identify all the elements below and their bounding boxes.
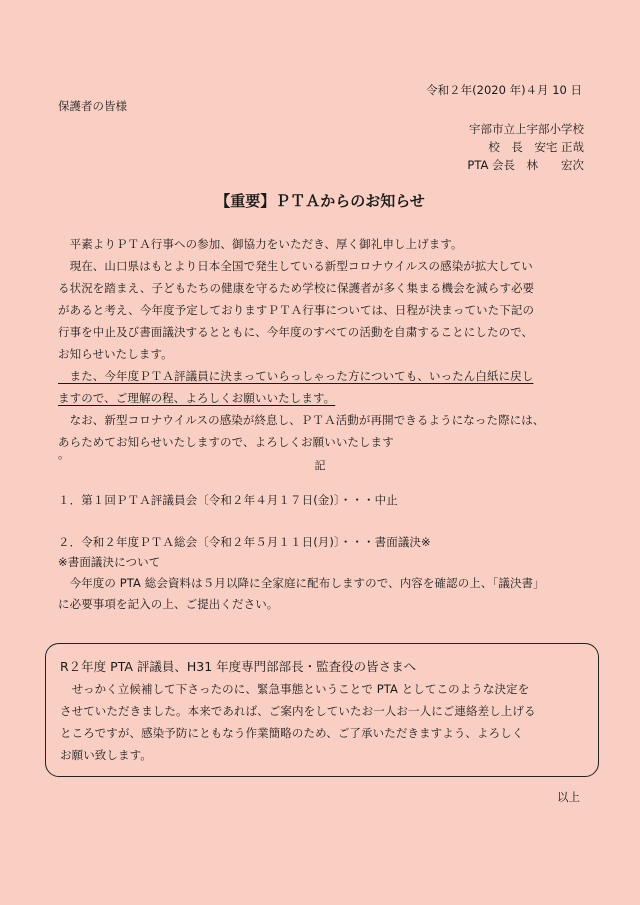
body-line: る状況を踏まえ、子どもたちの健康を守るため学校に保護者が多く集まる機会を減らす必要 [58,281,535,295]
body-line: 平素よりＰＴＡ行事への参加、御協力をいただき、厚く御礼申し上げます。 [58,237,463,251]
body-line: 。 [58,447,70,461]
closing-mark: 以上 [557,790,580,804]
body-line: お知らせいたします。 [58,347,173,361]
body-line-underlined: ますので、ご理解の程、よろしくお願いいたします。 [58,391,336,405]
document-title: 【重要】ＰＴＡからのお知らせ [215,192,425,210]
sender-pta-chair: PTA 会長 林 宏次 [467,158,584,172]
body-line: があると考え、今年度予定しておりますＰＴＡ行事については、日程が決まっていた下記の [58,303,535,317]
notice-box-title: R２年度 PTA 評議員、H31 年度専門部部長・監査役の皆さまへ [60,659,417,674]
body-line: なお、新型コロナウイルスの感染が終息し、ＰＴＡ活動が再開できるようになった際には、 [58,413,545,427]
sender-principal: 校 長 安宅 正哉 [488,140,584,154]
list-item: １．第１回ＰＴＡ評議員会〔令和２年４月１７日(金)〕・・・中止 [58,493,398,507]
body-line: 行事を中止及び書面議決するとともに、今年度のすべての活動を自粛することにしたので、 [58,325,534,339]
sender-school: 宇部市立上宇部小学校 [469,122,584,136]
body-line: 現在、山口県はもとより日本全国で発生している新型コロナウイルスの感染が拡大してい [58,259,533,273]
note-line: に必要事項を記入の上、ご提出ください。 [58,597,279,611]
list-item: ２．令和２年度ＰＴＡ総会〔令和２年５月１１日(月)〕・・・書面議決※ [58,535,431,549]
body-line: あらためてお知らせいたしますので、よろしくお願いいたします [58,435,394,449]
notice-box-line: せっかく立候補して下さったのに、緊急事態ということで PTA としてこのような決定を [60,682,530,696]
note-heading: ※書面議決について [58,555,161,569]
note-line: 今年度の PTA 総会資料は５月以降に全家庭に配布しますので、内容を確認の上、｢議決書｣ [58,576,540,590]
ki-marker: 記 [314,459,326,472]
date-line: 令和２年(2020 年)４月 10 日 [426,83,582,97]
notice-box-line: お願い致します。 [60,748,152,762]
notice-box-line: させていただきました。本来であれば、ご案内をしていたお一人お一人にご連絡差し上げる [60,704,536,718]
body-line-underlined: また、今年度ＰＴＡ評議員に決まっていらっしゃった方についても、いったん白紙に戻し [58,369,534,383]
notice-box-line: ところですが、感染予防にともなう作業簡略のため、ご了承いただきますよう、よろしく [60,726,524,740]
recipient-line: 保護者の皆様 [58,99,127,113]
